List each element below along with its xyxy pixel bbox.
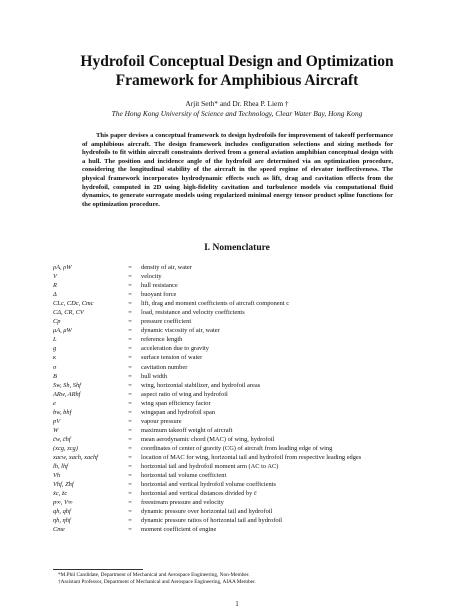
nomenclature-equals: = <box>128 327 132 335</box>
nomenclature-equals: = <box>128 463 132 471</box>
nomenclature-definition: wingspan and hydrofoil span <box>141 408 216 416</box>
nomenclature-list <box>53 263 413 534</box>
nomenclature-definition: maximum takeoff weight of aircraft <box>141 426 233 434</box>
nomenclature-equals: = <box>128 372 132 380</box>
nomenclature-definition: horizontal and vertical distances divided by c̄ <box>141 490 257 498</box>
nomenclature-equals: = <box>128 508 132 516</box>
nomenclature-equals: = <box>128 318 132 326</box>
nomenclature-definition: dynamic viscosity of air, water <box>141 327 220 335</box>
nomenclature-symbol: Vh <box>53 472 61 480</box>
nomenclature-equals: = <box>128 435 132 443</box>
affiliation: The Hong Kong University of Science and Technology, Clear Water Bay, Hong Kong <box>111 108 363 118</box>
nomenclature-symbol: R <box>53 282 57 290</box>
nomenclature-symbol: c̄w, c̄hf <box>53 435 71 443</box>
nomenclature-equals: = <box>128 309 132 317</box>
nomenclature-equals: = <box>128 454 132 461</box>
nomenclature-symbol: p∞, V∞ <box>53 499 73 507</box>
nomenclature-definition: wing, horizontal stabilizer, and hydrofoil areas <box>141 381 261 389</box>
nomenclature-definition: hull resistance <box>141 282 178 290</box>
section-heading-nomenclature: I. Nomenclature <box>204 243 270 253</box>
paper-title: Hydrofoil Conceptual Design and Optimization Framework for Amphibious Aircraft <box>80 53 394 89</box>
nomenclature-definition: wing span efficiency factor <box>141 399 211 407</box>
nomenclature-row <box>53 353 413 362</box>
nomenclature-symbol: xacw, xach, xachf <box>53 454 98 461</box>
nomenclature-equals: = <box>128 381 132 389</box>
nomenclature-definition: horizontal and vertical hydrofoil volume coefficients <box>141 481 276 489</box>
nomenclature-row <box>53 272 413 281</box>
nomenclature-definition: mean aerodynamic chord (MAC) of wing, hydrofoil <box>141 435 275 443</box>
nomenclature-symbol: σ <box>53 363 57 371</box>
nomenclature-equals: = <box>128 526 132 534</box>
nomenclature-row <box>53 417 413 426</box>
nomenclature-definition: surface tension of water <box>141 354 203 362</box>
nomenclature-symbol: L <box>53 336 57 344</box>
nomenclature-symbol: Sw, Sh, Shf <box>53 381 81 389</box>
nomenclature-symbol: V <box>53 273 57 281</box>
nomenclature-equals: = <box>128 481 132 489</box>
nomenclature-symbol: qh, qhf <box>53 508 71 516</box>
nomenclature-symbol: x̄c, z̄c <box>53 490 68 498</box>
nomenclature-row <box>53 290 413 299</box>
nomenclature-row <box>53 516 413 525</box>
nomenclature-equals: = <box>128 408 132 416</box>
nomenclature-symbol: bw, bhf <box>53 408 72 416</box>
nomenclature-equals: = <box>128 345 132 353</box>
nomenclature-definition: buoyant force <box>141 291 177 299</box>
nomenclature-symbol: Cp <box>53 318 61 326</box>
footnote-author-1: *M.Phil Candidate, Department of Mechanical and Aerospace Engineering, Non-Member. <box>58 572 250 578</box>
footnote-rule <box>53 569 143 570</box>
nomenclature-row <box>53 480 413 489</box>
nomenclature-row <box>53 498 413 507</box>
nomenclature-row <box>53 444 413 453</box>
nomenclature-equals: = <box>128 444 132 452</box>
nomenclature-symbol: ηh, ηhf <box>53 517 71 525</box>
nomenclature-equals: = <box>128 472 132 480</box>
nomenclature-row <box>53 471 413 480</box>
nomenclature-definition: vapour pressure <box>141 417 182 425</box>
nomenclature-definition: dynamic pressure over horizontal tail and hydrofoil <box>141 508 273 516</box>
nomenclature-definition: reference length <box>141 336 183 344</box>
nomenclature-equals: = <box>128 417 132 425</box>
nomenclature-row <box>53 525 413 534</box>
nomenclature-row <box>53 426 413 435</box>
nomenclature-definition: cavitation number <box>141 363 188 371</box>
nomenclature-symbol: μA, μW <box>53 327 72 335</box>
nomenclature-row <box>53 308 413 317</box>
nomenclature-symbol: Cme <box>53 526 65 534</box>
nomenclature-row <box>53 363 413 372</box>
nomenclature-row <box>53 344 413 353</box>
nomenclature-symbol: W <box>53 426 59 434</box>
nomenclature-symbol: B <box>53 372 57 380</box>
nomenclature-definition: horizontal tail volume coefficient <box>141 472 227 480</box>
footnote-author-2: †Assistant Professor, Department of Mechanical and Aerospace Engineering, AIAA Member. <box>58 579 256 585</box>
abstract: This paper devises a conceptual framework to design hydrofoils for improvement of takeoff performance of amphibious aircraft. The design framework includes configuration selections and sizing methods for hydrofoils to fit within aircraft constraints derived from a general aviation amphibian conceptual design with a hull. The position and incidence angle of the hydrofoil are determined via an optimization procedure, considering the longitudinal stability of the aircraft in the speed regime of elevator ineffectiveness. The physical framework incorporates hydrodynamic effects such as lift, drag and cavitation effects from the hydrofoil, computed in 2D using high-fidelity cavitation and turbulence models via computational fluid dynamics, to generate surrogate models using regularized minimal energy tensor product spline functions for the optimization procedure. <box>82 132 393 208</box>
nomenclature-equals: = <box>128 300 132 308</box>
nomenclature-equals: = <box>128 264 132 272</box>
nomenclature-definition: moment coefficient of engine <box>141 526 217 534</box>
nomenclature-row <box>53 317 413 326</box>
nomenclature-definition: location of MAC for wing, horizontal tail and hydrofoil from respective leading edges <box>141 454 362 461</box>
nomenclature-symbol: Δ <box>53 291 57 299</box>
nomenclature-equals: = <box>128 499 132 507</box>
nomenclature-equals: = <box>128 291 132 299</box>
nomenclature-row <box>53 281 413 290</box>
nomenclature-row <box>53 507 413 516</box>
nomenclature-row <box>53 399 413 408</box>
nomenclature-definition: velocity <box>141 273 162 281</box>
nomenclature-symbol: Vhf, Zhf <box>53 481 74 489</box>
nomenclature-definition: horizontal tail and hydrofoil moment arm (AC to AC) <box>141 463 279 471</box>
nomenclature-row <box>53 408 413 417</box>
nomenclature-definition: lift, drag and moment coefficients of aircraft component c <box>141 300 290 308</box>
nomenclature-row <box>53 326 413 335</box>
nomenclature-symbol: ρA, ρW <box>53 264 72 272</box>
nomenclature-row <box>53 462 413 471</box>
nomenclature-symbol: ARw, ARhf <box>53 390 81 398</box>
nomenclature-row <box>53 299 413 308</box>
nomenclature-definition: hull width <box>141 372 168 380</box>
nomenclature-row <box>53 381 413 390</box>
nomenclature-equals: = <box>128 517 132 525</box>
nomenclature-equals: = <box>128 273 132 281</box>
nomenclature-row <box>53 489 413 498</box>
nomenclature-definition: density of air, water <box>141 264 192 272</box>
nomenclature-definition: pressure coefficient <box>141 318 192 326</box>
nomenclature-definition: dynamic pressure ratios of horizontal tail and hydrofoil <box>141 517 283 525</box>
nomenclature-equals: = <box>128 426 132 434</box>
nomenclature-symbol: g <box>53 345 57 353</box>
nomenclature-symbol: lh, lhf <box>53 463 68 471</box>
nomenclature-equals: = <box>128 399 132 407</box>
nomenclature-equals: = <box>128 354 132 362</box>
nomenclature-row <box>53 335 413 344</box>
nomenclature-symbol: CLc, CDc, Cmc <box>53 300 94 308</box>
nomenclature-symbol: CΔ, CR, CV <box>53 309 84 317</box>
nomenclature-definition: acceleration due to gravity <box>141 345 209 353</box>
nomenclature-definition: coordinates of center of gravity (CG) of aircraft from leading edge of wing <box>141 444 333 452</box>
nomenclature-row <box>53 453 413 462</box>
nomenclature-row <box>53 390 413 399</box>
nomenclature-symbol: pV <box>53 417 61 425</box>
nomenclature-symbol: e <box>53 399 56 407</box>
nomenclature-definition: aspect ratio of wing and hydrofoil <box>141 390 228 398</box>
page-number: 1 <box>235 600 239 608</box>
nomenclature-symbol: κ <box>53 354 57 362</box>
nomenclature-row <box>53 435 413 444</box>
nomenclature-row <box>53 372 413 381</box>
nomenclature-row <box>53 263 413 272</box>
nomenclature-equals: = <box>128 363 132 371</box>
nomenclature-equals: = <box>128 336 132 344</box>
nomenclature-equals: = <box>128 490 132 498</box>
nomenclature-definition: load, resistance and velocity coefficients <box>141 309 245 317</box>
nomenclature-symbol: (xcg, zcg) <box>53 444 78 452</box>
nomenclature-equals: = <box>128 282 132 290</box>
author-line: Arjit Seth* and Dr. Rhea P. Liem † <box>185 99 289 108</box>
nomenclature-definition: freestream pressure and velocity <box>141 499 224 507</box>
nomenclature-equals: = <box>128 390 132 398</box>
